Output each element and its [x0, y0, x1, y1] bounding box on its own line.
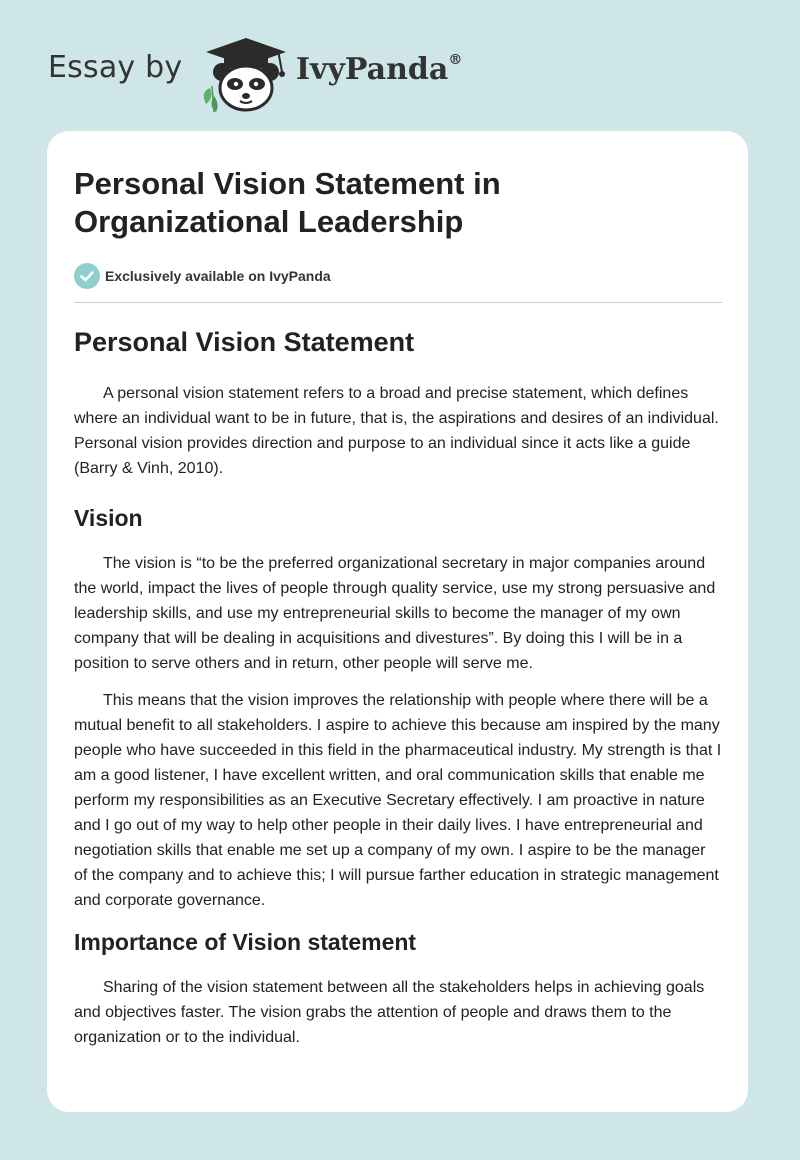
- exclusive-badge: [74, 263, 331, 289]
- checkmark-circle-icon: [74, 263, 100, 289]
- section-heading: Vision: [74, 505, 143, 531]
- badge-label: Exclusively available on IvyPanda: [105, 268, 331, 284]
- section-heading: Importance of Vision statement: [74, 929, 417, 955]
- document-title: Personal Vision Statement in Organizational Leadership: [74, 166, 501, 239]
- paragraph: Sharing of the vision statement between all the stakeholders helps in achieving goals and objectives faster. The vision grabs the attention of people and draws them to the organization or to the individual.: [74, 979, 705, 1046]
- registered-mark: ®: [448, 52, 463, 68]
- essay-by-label: Essay by: [48, 50, 183, 85]
- paragraph: This means that the vision improves the relationship with people where there will be a mutual benefit to all stakeholders. I aspire to achieve this because am inspired by the many people who have succeeded in this field in the pharmaceutical industry. My strength is that I am a good listener, I have excellent written, and oral communication skills that enable me perform my responsibilities as an Executive Secretary effectively. I am proactive in nature and I go out of my way to help other people in their daily lives. I have entrepreneurial and negotiation skills that enable me set up a company of my own. I aspire to be the manager of the company and to achieve this; I will pursue farther education in strategic management and corporate governance.: [74, 692, 722, 909]
- panda-graduate-logo-icon[interactable]: [196, 36, 296, 114]
- site-header: [0, 0, 800, 120]
- brand-name[interactable]: IvyPanda®: [296, 52, 463, 87]
- essay-card: [47, 131, 748, 1112]
- paragraph: A personal vision statement refers to a broad and precise statement, which defines where an individual want to be in future, that is, the aspirations and desires of an individual. Personal vision provides direction and purpose to an individual since it acts like a guide (Barry & Vinh, 2010).: [74, 385, 719, 477]
- paragraph: The vision is “to be the preferred organizational secretary in major companies around the world, impact the lives of people through quality service, use my strong persuasive and leadership skills, and use my entrepreneurial skills to become the manager of my own company that will be dealing in acquisitions and divestures”. By doing this I will be in a position to serve others and in return, other people will serve me.: [74, 555, 716, 672]
- essay-body: [74, 325, 722, 1062]
- section-heading: Personal Vision Statement: [74, 327, 415, 357]
- title-divider: [74, 302, 722, 303]
